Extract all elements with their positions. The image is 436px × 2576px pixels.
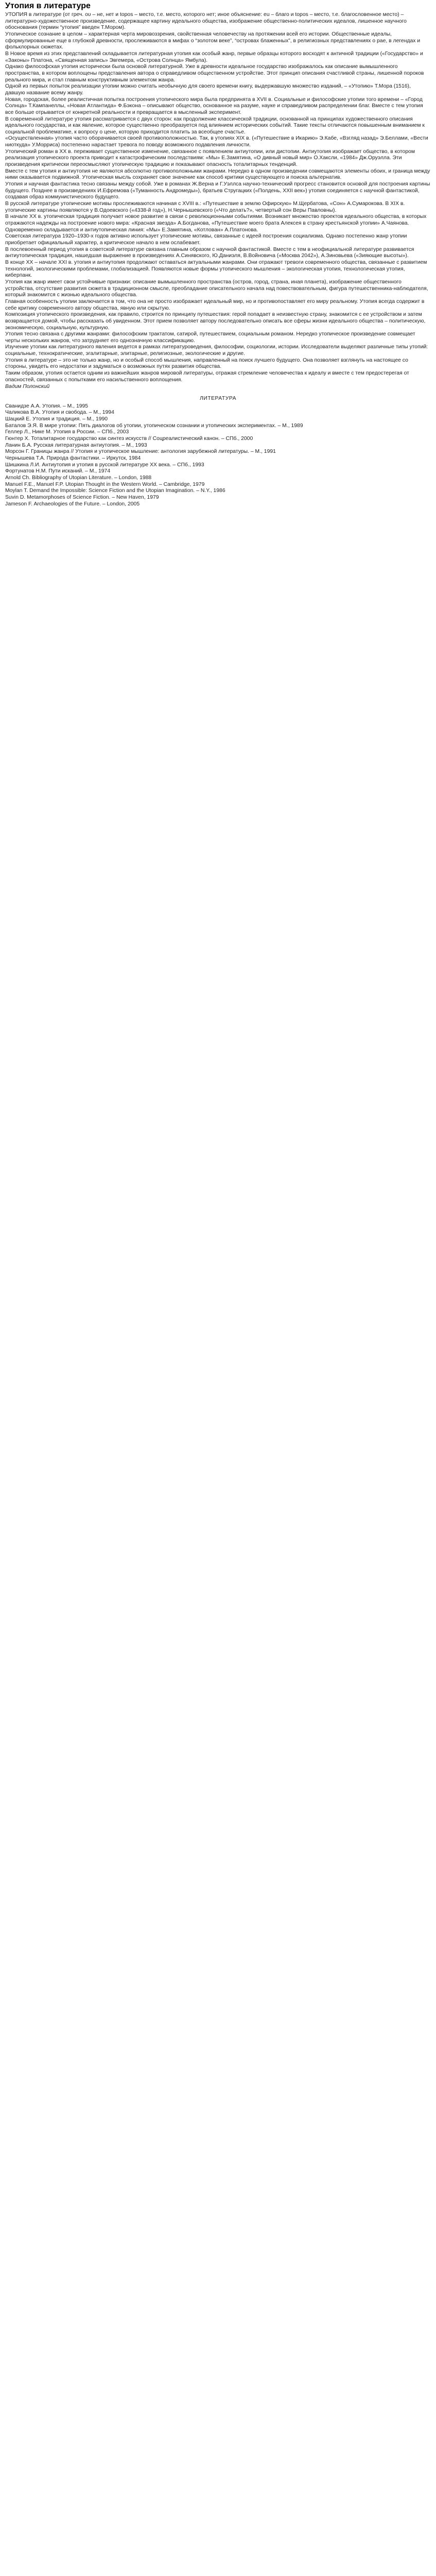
paragraph: В конце XX – начале XXI в. утопия и антиутопия продолжают оставаться актуальными жанрами. Они отражают тревоги современного общества, связанные с развитием технологий, экологическими проблемами, глобализацией. Появляются новые формы утопического мышления – экологическая утопия, технологическая утопия, киберпанк. xyxy=(5,259,427,279)
literature-item: Jameson F. Archaeologies of the Future. – London, 2005 xyxy=(5,501,140,507)
paragraph: Одной из первых попыток реализации утопии можно считать необычную для своего времени книгу, выдержавшую множество изданий, – «Утопию» Т.Мора (1516), давшую название всему жанру. xyxy=(5,83,411,96)
literature-item: Чаликова В.А. Утопия и свобода. – М., 1994 xyxy=(5,410,114,416)
paragraph: В русской литературе утопические мотивы прослеживаются начиная с XVIII в.: «Путешествие в землю Офирскую» М.Щербатова, «Сон» А.Сумарокова. В XIX в. утопические картины появляются у В.Одоевского («4338-й год»), Н.Чернышевского («Что делать?», четвертый сон Веры Павловны). xyxy=(5,201,405,213)
literature-item: Гюнтер Х. Тоталитарное государство как синтез искусств // Соцреалистический канон. – СПб., 2000 xyxy=(5,436,253,442)
paragraph: В начале XX в. утопическая традиция получает новое развитие в связи с революционными событиями. Возникает множество проектов идеального общества, в которых отражаются надежды на построение нового мира: «Красная звезда» А.Богданова, «Путешествие моего брата Алексея в страну крестьянской утопии» А.Чаянова. Одновременно складывается и антиутопическая линия: «Мы» Е.Замятина, «Котлован» А.Платонова. xyxy=(5,214,427,233)
literature-heading: ЛИТЕРАТУРА xyxy=(199,396,237,402)
literature-item: Геллер Л., Нике М. Утопия в России. – СПб., 2003 xyxy=(5,429,129,435)
literature-item: Manuel F.E., Manuel F.P. Utopian Thought in the Western World. – Cambridge, 1979 xyxy=(5,481,205,487)
literature-item: Arnold Ch. Bibliography of Utopian Literature. – London, 1988 xyxy=(5,474,152,481)
paragraph: Утопия и научная фантастика тесно связаны между собой. Уже в романах Ж.Верна и Г.Уэллса научно-технический прогресс становится основой для построения картины будущего. Позднее в произведениях И.Ефремова («Туманность Андромеды»), братьев Стругацких («Полдень, XXII век») утопия соединяется с научной фантастикой, создавая образ коммунистического будущего. xyxy=(5,181,430,200)
article xyxy=(0,0,436,507)
paragraph: Композиция утопического произведения, как правило, строится по принципу путешествия: герой попадает в неизвестную страну, знакомится с ее устройством и затем возвращается домой, чтобы рассказать об увиденном. Этот прием позволяет автору последовательно описать все сферы жизни идеального общества – политическую, экономическую, социальную, культурную. xyxy=(5,312,426,331)
paragraph: УТОПИЯ в литературе (от греч. ου – не, нет и topos – место, т.е. место, которого нет; иное объяснение: eu – благо и topos – место, т.е. благословенное место) – литературно-художественное произведение, содержащее картину идеального общества, изображение общественно-политических идеалов, лишенное научного обоснования (термин “утопия” введен Т.Мором). xyxy=(5,12,407,31)
paragraph: Утопический роман в XX в. переживает существенное изменение, связанное с появлением антиутопии, или дистопии. Антиутопия изображает общество, в котором реализация утопического проекта приводит к катастрофическим последствиям: «Мы» Е.Замятина, «О дивный новый мир» О.Хаксли, «1984» Дж.Оруэлла. Эти произведения критически переосмысляют утопическую традицию и показывают опасность тоталитарных тенденций. xyxy=(5,148,415,168)
paragraph: Новая, городская, более реалистичная попытка построения утопического мира была предпринята в XVII в. Социальные и философские утопии того времени – «Город Солнца» Т.Кампанеллы, «Новая Атлантида» Ф.Бэкона – описывают общество, основанное на разуме, науке и справедливом распределении благ. Вместе с тем утопия все больше отрывается от конкретной реальности и превращается в мысленный эксперимент. xyxy=(5,96,423,115)
paragraph: Вместе с тем утопия и антиутопия не являются абсолютно противоположными жанрами. Нередко в одном произведении совмещаются элементы обоих, и граница между ними оказывается подвижной. Утопическая мысль сохраняет свое значение как способ критики существующего и поиска альтернатив. xyxy=(5,168,430,181)
literature-item: Фортунатов Н.М. Пути исканий. – М., 1974 xyxy=(5,468,111,474)
paragraph: Изучение утопии как литературного явления ведется в рамках литературоведения, философии, социологии, истории. Исследователи выделяют различные типы утопий: социальные, технократические, эгалитарные, элитарные, религиозные, экологические и другие. xyxy=(5,344,428,357)
literature-item: Moylan T. Demand the Impossible: Science Fiction and the Utopian Imagination. – N.Y., 1986 xyxy=(5,488,225,494)
paragraph: Таким образом, утопия остается одним из важнейших жанров мировой литературы, отражая стремление человечества к идеалу и вместе с тем предостерегая от опасностей, связанных с попытками его насильственного воплощения. xyxy=(5,370,409,383)
literature-item: Морсон Г. Границы жанра // Утопия и утопическое мышление: антология зарубежной литературы. – М., 1991 xyxy=(5,449,276,455)
paragraph: Главная особенность утопии заключается в том, что она не просто изображает идеальный мир, но и противопоставляет его миру реальному. Утопия всегда содержит в себе критику современного автору общества, явную или скрытую. xyxy=(5,298,425,311)
paragraph: В Новое время из этих представлений складывается литературная утопия как особый жанр, первые образцы которого восходят к античной традиции («Государство» и «Законы» Платона, «Священная запись» Эвгемера, «Острова Солнца» Ямбула). xyxy=(5,50,423,63)
paragraph: «Осуществленная» утопия часто оборачивается своей противоположностью. Так, в утопиях XIX в. («Путешествие в Икарию» Э.Кабе, «Взгляд назад» Э.Беллами, «Вести ниоткуда» У.Морриса) постепенно нарастает тревога по поводу возможного подавления личности. xyxy=(5,135,428,148)
paragraph: Утопия в литературе – это не только жанр, но и особый способ мышления, направленный на поиск лучшего будущего. Она позволяет взглянуть на настоящее со стороны, увидеть его недостатки и задуматься о возможных путях развития общества. xyxy=(5,357,408,370)
paragraph: Утопическое сознание в целом – характерная черта мировоззрения, свойственная человечеству на протяжении всей его истории. Общественные идеалы, сформулированные еще в глубокой древности, прослеживаются в мифах о “золотом веке”, “островах блаженных”, в религиозных представлениях о рае, в легендах и фольклорных сюжетах. xyxy=(5,31,421,50)
paragraph: Утопия тесно связана с другими жанрами: философским трактатом, сатирой, путешествием, социальным романом. Нередко утопическое произведение совмещает черты нескольких жанров, что затрудняет его однозначную классификацию. xyxy=(5,331,415,344)
paragraph: Утопия как жанр имеет свои устойчивые признаки: описание вымышленного пространства (остров, город, страна, иная планета), изображение общественного устройства, отсутствие развития сюжета в традиционном смысле, преобладание описательного начала над повествовательным, фигура путешественника-наблюдателя, который знакомится с жизнью идеального общества. xyxy=(5,279,428,298)
paragraph: В современной литературе утопия рассматривается с двух сторон: как продолжение классической традиции, основанной на принципах художественного описания идеального государства, и как явление, которое существенно преобразуется под влиянием исторических событий. Такие тексты отличаются повышенным вниманием к социальной проблематике, к вопросу о цене, которую приходится платить за всеобщее счастье. xyxy=(5,116,425,135)
paragraph: Советская литература 1920–1930-х годов активно использует утопические мотивы, связанные с идеей построения социализма. Однако постепенно жанр утопии приобретает официальный характер, а критическое начало в нем ослабевает. xyxy=(5,233,407,246)
paragraph: Однако философская утопия исторически была основой литературной. Уже в древности идеальное государство изображалось как описание вымышленного пространства, в котором воплощены представления автора о справедливом общественном устройстве. Этот принцип описания счастливой страны, лишенной пороков реального мира, и стал главным конструктивным элементом жанра. xyxy=(5,64,424,83)
literature-item: Сванидзе А.А. Утопия. – М., 1995 xyxy=(5,403,89,409)
literature-item: Шацкий Е. Утопия и традиция. – М., 1990 xyxy=(5,416,108,422)
literature-item: Ланин Б.А. Русская литературная антиутопия. – М., 1993 xyxy=(5,442,147,448)
author-signature: Вадим Полонский xyxy=(5,384,50,390)
paragraph: В послевоенный период утопия в советской литературе связана главным образом с научной фантастикой. Вместе с тем в неофициальной литературе развивается антиутопическая традиция, нашедшая выражение в произведениях А.Синявского, Ю.Даниэля, В.Войновича («Москва 2042»), А.Зиновьева («Зияющие высоты»). xyxy=(5,246,414,259)
page-title: Утопия в литературе xyxy=(5,2,91,10)
literature-item: Чернышева Т.А. Природа фантастики. – Иркутск, 1984 xyxy=(5,455,141,461)
article-body xyxy=(5,12,431,383)
literature-item: Suvin D. Metamorphoses of Science Fiction. – New Haven, 1979 xyxy=(5,494,159,500)
literature-item: Баталов Э.Я. В мире утопии: Пять диалогов об утопии, утопическом сознании и утопических экспериментах. – М., 1989 xyxy=(5,422,303,429)
literature-item: Шишкина Л.И. Антиутопия и утопия в русской литературе XX века. – СПб., 1993 xyxy=(5,462,204,468)
literature-list xyxy=(5,403,431,508)
